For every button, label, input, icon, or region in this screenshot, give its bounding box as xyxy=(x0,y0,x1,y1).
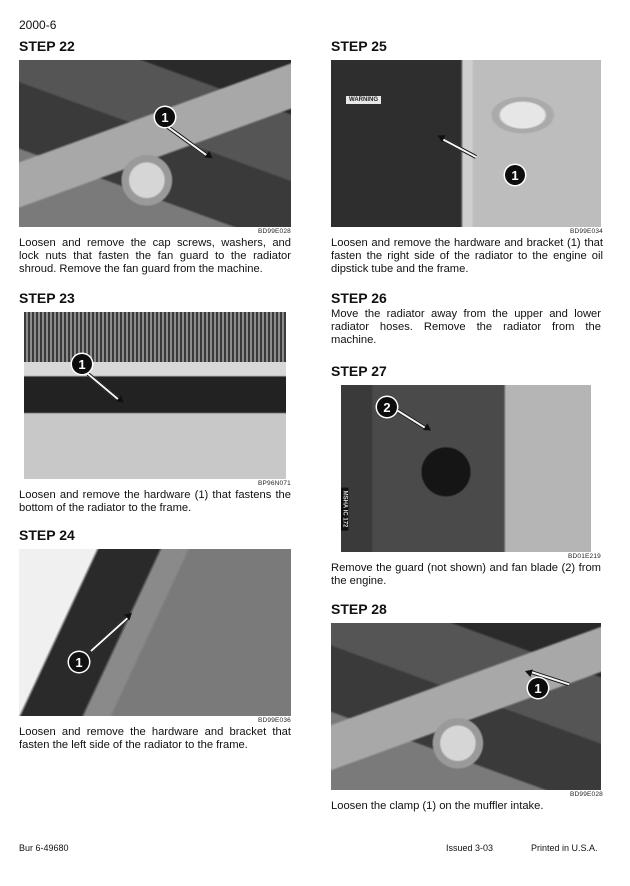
step-title: STEP 26 xyxy=(331,290,387,306)
callout-arrow xyxy=(87,372,120,401)
warning-label: WARNING xyxy=(346,96,381,104)
step-28-photo xyxy=(331,623,601,790)
callout-marker: 1 xyxy=(69,652,89,672)
step-22-photo xyxy=(19,60,291,227)
callout-marker: 2 xyxy=(377,397,397,417)
step-24 xyxy=(19,527,291,752)
footer-issued: Issued 3-03 xyxy=(446,843,494,853)
step-title: STEP 27 xyxy=(331,363,387,379)
step-title: STEP 25 xyxy=(331,38,387,54)
step-25 xyxy=(331,38,603,277)
footer-printed: Printed in U.S.A. xyxy=(531,843,598,853)
step-text: Loosen the clamp (1) on the muffler intake. xyxy=(331,800,544,812)
callout-marker: 1 xyxy=(528,678,548,698)
step-title: STEP 24 xyxy=(19,527,75,543)
step-text: Loosen and remove the cap screws, washers, and lock nuts that fasten the fan guard to the radiator shroud. Remove the fan guard from the machine. xyxy=(19,237,291,276)
callout-arrow xyxy=(394,407,427,429)
footer-document-number: Bur 6-49680 xyxy=(19,843,69,853)
callout-marker: 1 xyxy=(155,107,175,127)
photo-code: BP96N071 xyxy=(257,480,291,487)
step-title: STEP 23 xyxy=(19,290,75,306)
msha-label: MSHA IC 172 xyxy=(341,488,348,531)
photo-code: BD01E219 xyxy=(567,553,601,560)
step-text: Loosen and remove the hardware and bracket that fasten the left side of the radiator to the frame. xyxy=(19,726,291,752)
photo-code: BD99E028 xyxy=(257,228,291,235)
page-number: 2000-6 xyxy=(19,18,57,32)
callout-marker: 1 xyxy=(505,165,525,185)
step-text: Move the radiator away from the upper and lower radiator hoses. Remove the radiator from the machine. xyxy=(331,308,601,347)
step-22 xyxy=(19,38,291,277)
photo-code: BD99E036 xyxy=(257,717,291,724)
photo-code: BD99E028 xyxy=(569,791,603,798)
step-text: Loosen and remove the hardware (1) that fastens the bottom of the radiator to the frame. xyxy=(19,489,291,515)
photo-code: BD99E034 xyxy=(569,228,603,235)
step-title: STEP 28 xyxy=(331,601,387,617)
step-27-photo xyxy=(341,385,591,552)
callout-marker: 1 xyxy=(72,354,92,374)
step-24-photo xyxy=(19,549,291,716)
step-26 xyxy=(331,290,601,348)
callout-arrow xyxy=(442,137,477,158)
callout-arrow xyxy=(90,616,130,652)
step-23 xyxy=(19,290,291,515)
step-text: Remove the guard (not shown) and fan blade (2) from the engine. xyxy=(331,562,601,588)
step-text: Loosen and remove the hardware and bracket (1) that fasten the right side of the radiator to the engine oil dipstick tube and the frame. xyxy=(331,237,603,276)
step-27 xyxy=(331,363,601,588)
step-25-photo xyxy=(331,60,601,227)
step-title: STEP 22 xyxy=(19,38,75,54)
callout-arrow xyxy=(164,123,208,157)
step-23-photo xyxy=(24,312,286,479)
step-28 xyxy=(331,601,603,813)
